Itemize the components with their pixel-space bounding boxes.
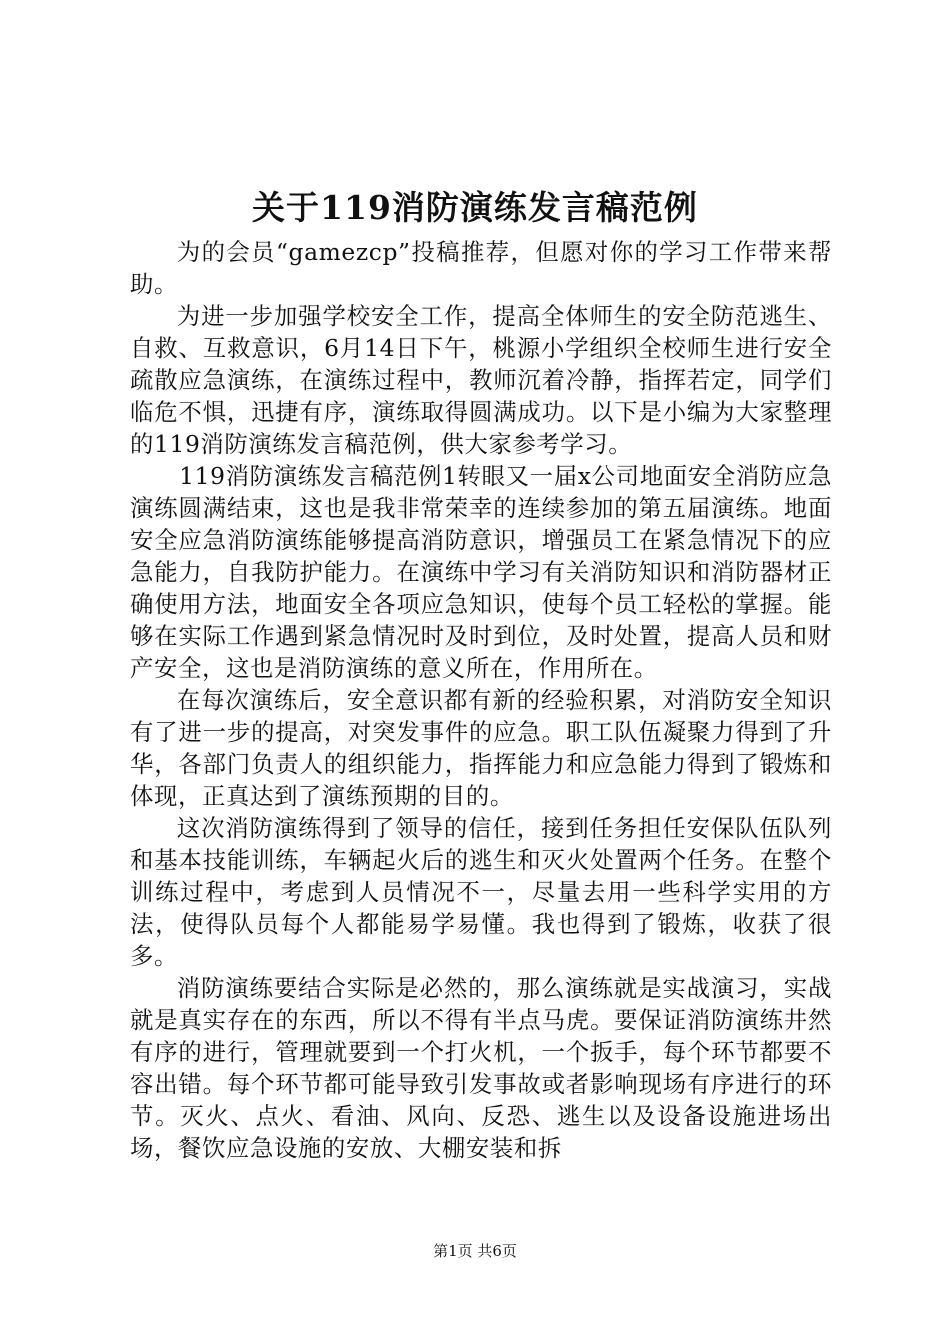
paragraph-example-1: 119消防演练发言稿范例1转眼又一届x公司地面安全消防应急演练圆满结束，这也是我非常荣幸的连续参加的第五届演练。地面安全应急消防演练能够提高消防意识，增强员工在紧急情况下的应急能力，自我防护能力。在演练中学习有关消防知识和消防器材正确使用方法，地面安全各项应急知识，使每个员工轻松的掌握。能够在实际工作遇到紧急情况时及时到位，及时处置，提高人员和财产安全，这也是消防演练的意义所在，作用所在。 <box>130 462 832 682</box>
paragraph-practical-drill: 消防演练要结合实际是必然的，那么演练就是实战演习，实战就是真实存在的东西，所以不得有半点马虎。要保证消防演练井然有序的进行，管理就要到一个打火机，一个扳手，每个环节都要不容出错。每个环节都可能导致引发事故或者影响现场有序进行的环节。灭火、点火、看油、风向、反恐、逃生以及设备设施进场出场，餐饮应急设施的安放、大棚安装和拆 <box>130 974 832 1162</box>
paragraph-background: 为进一步加强学校安全工作，提高全体师生的安全防范逃生、自救、互救意识，6月14日下午，桃源小学组织全校师生进行安全疏散应急演练，在演练过程中，教师沉着冷静，指挥若定，同学们临危不惧，迅捷有序，演练取得圆满成功。以下是小编为大家整理的119消防演练发言稿范例，供大家参考学习。 <box>130 302 832 458</box>
page-number-footer: 第1页 共6页 <box>433 1242 517 1260</box>
paragraph-intro: 为的会员“gamezcp”投稿推荐，但愿对你的学习工作带来帮助。 <box>130 238 832 298</box>
document-body <box>130 236 832 1164</box>
document-title: 关于119消防演练发言稿范例 <box>252 188 698 227</box>
paragraph-leadership-trust: 这次消防演练得到了领导的信任，接到任务担任安保队伍队列和基本技能训练，车辆起火后的逃生和灭火处置两个任务。在整个训练过程中，考虑到人员情况不一，尽量去用一些科学实用的方法，使得队员每个人都能易学易懂。我也得到了锻炼，收获了很多。 <box>130 814 832 970</box>
paragraph-after-drill: 在每次演练后，安全意识都有新的经验积累，对消防安全知识有了进一步的提高，对突发事件的应急。职工队伍凝聚力得到了升华，各部门负责人的组织能力，指挥能力和应急能力得到了锻炼和体现，正真达到了演练预期的目的。 <box>130 686 832 810</box>
